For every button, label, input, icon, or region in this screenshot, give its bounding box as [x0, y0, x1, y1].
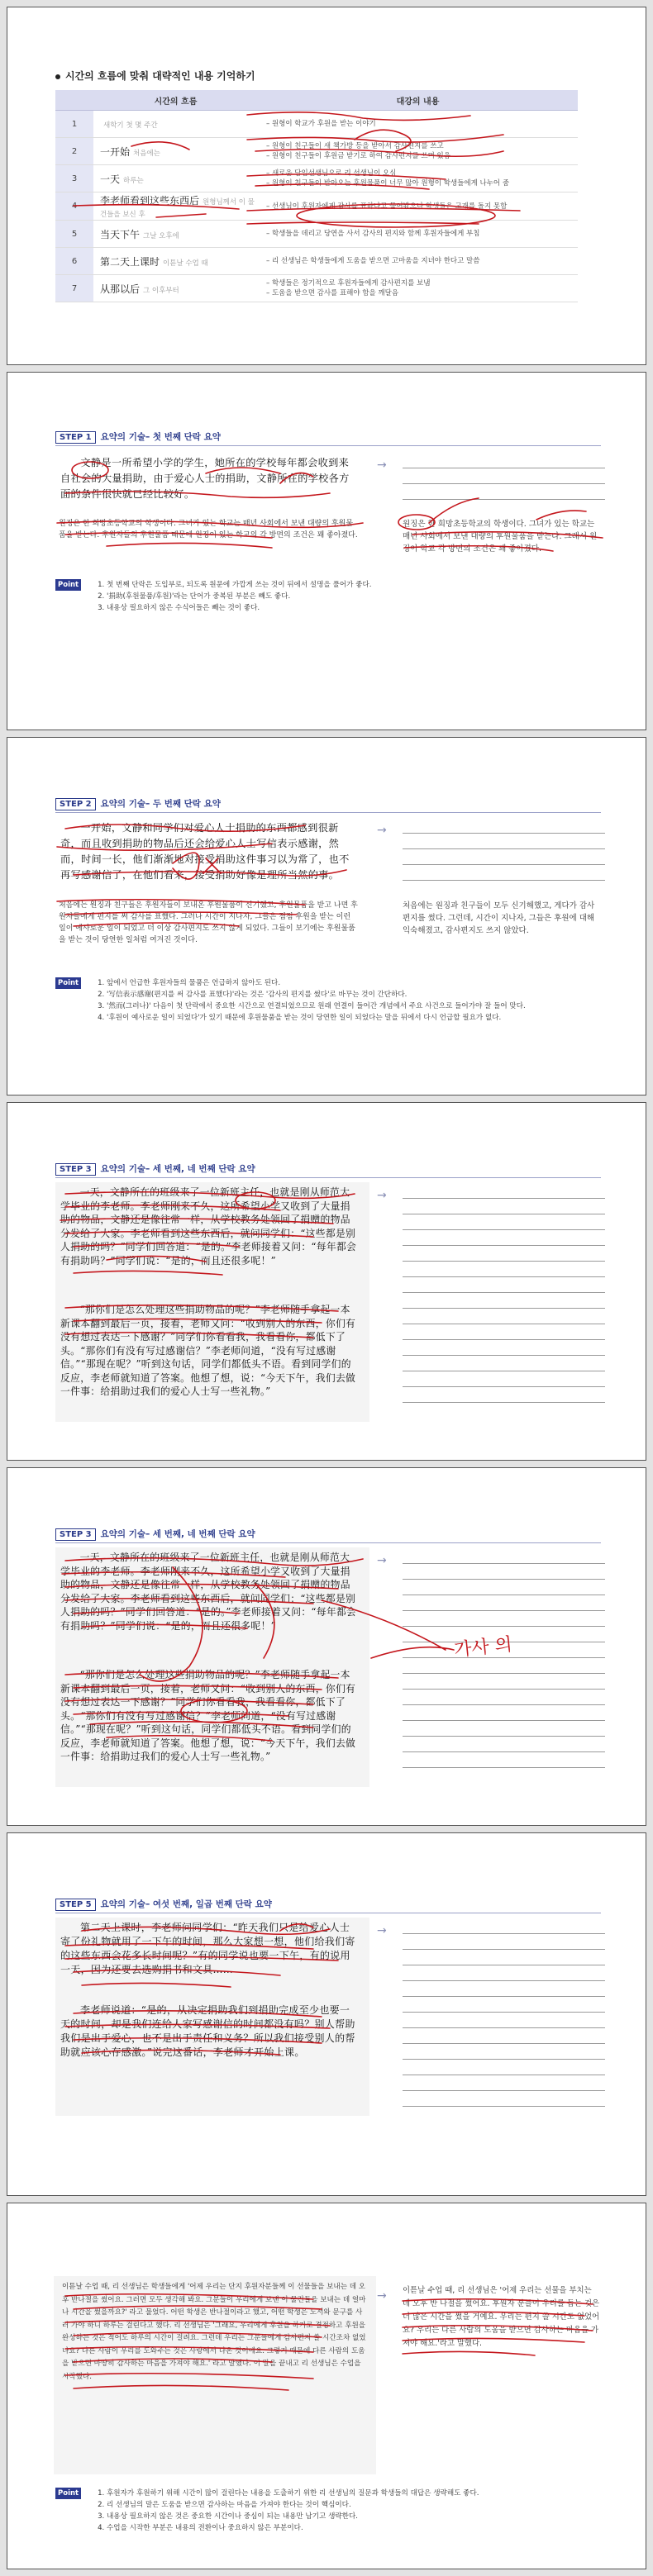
point-badge: Point — [55, 977, 81, 989]
content-line: – 원형이 친구들이 받아오는 후원물품이 너무 많아 원형이 학생들에게 나누어 줌 — [266, 179, 510, 188]
page-1-timeline — [7, 7, 646, 365]
content-line: – 학생들은 정기적으로 후원자들에게 감사편지를 보냄 — [266, 279, 431, 288]
step1-chinese-text: 文静是一所希望小学的学生，她所在的学校每年都会收到来自社会的大量捐助，由于爱心人士的捐助，文静所在的学校各方面的条件很快就已经比较好。 — [60, 457, 350, 500]
row-number: 6 — [55, 248, 93, 275]
writing-line — [403, 1245, 605, 1246]
step4-chinese-para2: “那你们是怎么处理这些捐助物品的呢？”李老师随手拿起一本新课本翻到最后一页，接着，老师又问：“收到别人的东西，你们有没有想过表达一下感谢？”同学们你看看我，我看看你，都低下了头。“那你们有没有写过感谢信？”李老师问道，“没有写过感谢信。”“那现在呢？”听到这句话，同学们都低头不语。看到同学们的反应，李老师就知道了答案。他想了想，说：“今天下午，我们去做一件事：给捐助过我们的爱心人士写一些礼物。” — [60, 1669, 356, 1762]
step1-title: 요약의 기술– 첫 번째 단락 요약 — [100, 432, 221, 442]
step3-arrow: → — [377, 1189, 387, 1202]
step2-badge: STEP 2 — [55, 798, 96, 810]
step5-chinese-para1: 第二天上课时，李老师问同学们：“昨天我们只是给爱心人士寄了份礼物就用了一下午的时间，那么大家想一想，他们给我们寄的这些东西会花多长时间呢？”有的同学说也要一下午，有的说用一天，因为还要去选购捐书和文具…… — [60, 1922, 355, 1975]
flow-korean: 그날 오후에 — [143, 231, 179, 240]
point-badge: Point — [55, 2488, 81, 2499]
timeline-row — [55, 165, 578, 192]
step4-title: 요약의 기술– 세 번째, 네 번째 단락 요약 — [100, 1529, 255, 1539]
step4-arrow: → — [377, 1554, 387, 1567]
step5-badge: STEP 5 — [55, 1899, 96, 1911]
writing-line — [403, 1736, 605, 1737]
content-line: – 원형이 학교가 후원을 받는 이야기 — [266, 120, 376, 128]
writing-line — [403, 1563, 605, 1564]
page7-korean-text: 이튿날 수업 때, 리 선생님은 학생들에게 '어제 우리는 단지 후원자분들께 이 선물들을 보내는 데 오후 반나절을 썼어요. 그러면 모두 생각해 봐요. 그분들이 우리에게 보낸 이 물건들을 보내는 데 얼마나 시간을 썼을까요?' 라고 물었다. 어떤 학생은 반나절이라고 했고, 어떤 학생은 도서와 문구를 사러 가야 하니 하루는 걸린다고 했다. 리 선생님은 '그래요, 우리에게 후원을 하기로 결정하고 후원을 완성하는 것은 적어도 하루의 시간이 걸려요. 그런데 우리는 그분들에게 감사편지 쓸 시간조차 없었나요? 다른 사람이 우리를 도와주는 것은 사랑에서 나온 것이에요. 그렇기 때문에 다른 사람의 도움을 받으면 마땅히 감사하는 마음을 가져야 해요.' 라고 말했다. 이 말을 끝내고 리 선생님은 수업을 시작했다. — [62, 2283, 366, 2381]
writing-line — [403, 1751, 605, 1752]
row-content — [258, 138, 578, 165]
writing-line — [403, 1657, 605, 1658]
page-2-step1 — [7, 372, 646, 730]
writing-line — [403, 2090, 605, 2091]
step1-badge: STEP 1 — [55, 431, 96, 444]
writing-line — [403, 2059, 605, 2060]
flow-chinese: 当天下午 — [100, 228, 141, 240]
step2-chinese-text: 一开始，文静和同学们对爱心人士捐助的东西都感到很新奇，而且收到捐助的物品后还会给爱心人士写信表示感谢，然而，时间一长，他们渐渐地对接受捐助这件事习以为常了，也不再写感谢信了，在他们看来，接受捐助好像是理所当然的事。 — [60, 822, 350, 881]
step3-badge: STEP 3 — [55, 1163, 96, 1176]
page7-points — [55, 2488, 593, 2534]
row-content — [258, 275, 578, 302]
content-line: – 원형이 친구들이 새 책가방 등을 받아서 감사편지를 쓰고 — [266, 142, 444, 150]
timeline-row — [55, 221, 578, 248]
row-content — [258, 111, 578, 138]
writing-line — [403, 1949, 605, 1950]
row-flow — [93, 111, 258, 138]
flow-korean: 그 이후부터 — [143, 286, 179, 295]
step1-arrow: → — [377, 459, 387, 472]
flow-korean: 원형님께서 이 물건들을 보신 후 — [100, 198, 255, 219]
step4-badge: STEP 3 — [55, 1528, 96, 1541]
writing-line — [403, 1198, 605, 1199]
writing-line — [403, 2012, 605, 2013]
flow-chinese: 李老师看到这些东西后 — [100, 195, 200, 207]
step2-korean-text: 처음에는 원징과 친구들은 후원자들이 보내온 후원물품이 신기했고, 후원물품을 받고 나면 후원자들에게 편지를 써 감사를 표했다. 그러나 시간이 지나자, 그들은 점점 후원을 받는 이런 일이 예사로운 일이 되었고 더 이상 감사편지도 쓰지 않게 되었다. 그들이 보기에는 후원물품을 받는 것이 당연한 일처럼 여겨진 것이다. — [59, 901, 358, 944]
flow-chinese: 一开始 — [100, 145, 131, 158]
point-item: 2. '写信表示感谢(편지를 써 감사를 표했다)'라는 것은 '감사의 편지를 썼다'로 바꾸는 것이 간단하다. — [107, 989, 593, 1000]
row-flow — [93, 165, 258, 192]
row-content — [258, 221, 578, 248]
flow-chinese: 第二天上课时 — [100, 255, 160, 268]
step1-answer: 원징은 한 희망초등학교의 학생이다. 그녀가 있는 학교는 매년 사회에서 보낸 대량의 후원물품을 받는다. 그래서 원징이 학교 각 방면의 조건은 꽤 좋아졌다. — [403, 520, 598, 554]
page-5-step3-annotated — [7, 1467, 646, 1826]
point-item: 2. '捐助(후원물품/후원)'라는 단어가 중복된 부분은 빼도 좋다. — [107, 591, 593, 602]
step3-header — [55, 1162, 255, 1176]
content-line: – 새로운 담임선생님으로 리 선생님이 오심 — [266, 169, 397, 178]
writing-line — [403, 1308, 605, 1309]
step2-arrow: → — [377, 824, 387, 837]
step3-title: 요약의 기술– 세 번째, 네 번째 단락 요약 — [100, 1164, 255, 1174]
step1-korean-text: 원징은 한 희망초등학교의 학생이다. 그녀가 있는 학교는 매년 사회에서 보낸 대량의 후원물품을 받는다. 후원자들의 후원물품 때문에 원징이 있는 학교의 각 방면의 조건은 꽤 좋아졌다. — [59, 520, 358, 539]
step2-answer: 처음에는 원징과 친구들이 모두 신기해했고, 게다가 감사편지를 썼다. 그런데, 시간이 지나자, 그들은 후원에 대해 익숙해졌고, 감사편지도 쓰지 않았다. — [403, 901, 595, 935]
writing-line — [403, 2106, 605, 2107]
step4-chinese-para1: 一天，文静所在的班级来了一位新班主任，也就是刚从师范大学毕业的李老师。李老师刚来不久，这所希望小学又收到了大量捐助的物品，文静还是像往常一样，从学校教务处领回了捐赠的物品分发给了大家。李老师看到这些东西后，就问同学们：“这些都是别人捐助的吗？”同学们回答道：“是的。”李老师接着又问：“每年都会有捐助吗？”同学们说：“是的，而且还很多呢！” — [60, 1552, 357, 1632]
flow-korean: 처음에는 — [133, 149, 160, 158]
row-number: 4 — [55, 192, 93, 221]
writing-line — [403, 1673, 605, 1674]
point-item: 4. 수업을 시작한 부분은 내용의 전환이나 중요하지 않은 부분이다. — [107, 2522, 593, 2534]
flow-korean: 하루는 — [123, 176, 144, 185]
writing-line — [403, 1579, 605, 1580]
flow-korean: 이튿날 수업 때 — [163, 259, 208, 268]
step1-rule — [55, 445, 601, 446]
point-item: 1. 후원자가 후원하기 위해 시간이 많이 걸린다는 내용을 도출하기 위한 리 선생님의 질문과 학생들의 대답은 생략해도 좋다. — [107, 2488, 593, 2499]
point-item: 1. 앞에서 언급한 후원자들의 물품은 언급하지 않아도 된다. — [107, 977, 593, 989]
row-flow — [93, 138, 258, 165]
point-item: 2. 리 선생님의 말은 도움을 받으면 감사하는 마음을 가져야 한다는 것이 핵심이다. — [107, 2499, 593, 2511]
step5-header — [55, 1898, 272, 1911]
row-flow — [93, 192, 258, 221]
timeline-row — [55, 111, 578, 138]
writing-line — [403, 1704, 605, 1705]
writing-line — [403, 1996, 605, 1997]
row-content — [258, 165, 578, 192]
row-number: 3 — [55, 165, 93, 192]
timeline-row — [55, 248, 578, 275]
row-flow — [93, 275, 258, 302]
writing-line — [403, 1339, 605, 1340]
row-flow — [93, 248, 258, 275]
row-number: 5 — [55, 221, 93, 248]
step2-points — [55, 977, 593, 1024]
row-number: 2 — [55, 138, 93, 165]
writing-line — [403, 1720, 605, 1721]
row-number: 7 — [55, 275, 93, 302]
row-content — [258, 248, 578, 275]
flow-korean: 새학기 첫 몇 주간 — [103, 121, 158, 130]
point-item: 3. '然而(그러나)' 다음이 첫 단락에서 중요한 시간으로 연결되었으므로 원래 연결이 들어간 개념에서 주요 사건으로 들어가야 잘 들어 맞다. — [107, 1000, 593, 1012]
content-line: – 도움을 받으면 감사를 표해야 함을 깨달음 — [266, 289, 399, 297]
step2-title: 요약의 기술– 두 번째 단락 요약 — [100, 799, 221, 809]
step5-chinese-para2: 李老师说道：“是的，从决定捐助我们到捐助完成至少也要一天的时间，却是我们连给人家写感谢信的时间都没有吗？别人帮助我们是出于爱心，也不是出于责任和义务？所以我们接受别人的帮助就应该心存感激。”说完这番话，李老师才开始上课。 — [60, 2004, 355, 2058]
writing-line — [403, 1610, 605, 1611]
writing-line — [403, 2027, 605, 2028]
step1-points — [55, 579, 593, 614]
content-line: – 학생들을 데리고 당연을 사서 감사의 편지와 함께 후원자들에게 부침 — [266, 230, 480, 238]
page7-answer: 이튿날 수업 때, 리 선생님은 '어제 우리는 선물을 부치는 데 오후 반 나절을 썼어요. 후원자 분들이 우리를 돕는 것은 더 많은 시간을 썼을 거예요. 우리는 편지 쓸 시간도 없었어요? 우리는 다른 사람의 도움을 받으면 감사하는 마음을 가져야 해요.'라고 말했다. — [403, 2286, 600, 2348]
content-line: – 원형이 친구들이 후원금 받기로 하여 감사편지를 쓰며 있음 — [266, 152, 450, 160]
writing-line — [403, 1767, 605, 1768]
timeline-row — [55, 138, 578, 165]
header-content: 대강의 내용 — [258, 90, 578, 111]
row-content — [258, 192, 578, 221]
writing-line — [403, 1933, 605, 1934]
step5-arrow: → — [377, 1924, 387, 1937]
writing-line — [403, 1386, 605, 1387]
timeline-row — [55, 192, 578, 221]
writing-line — [403, 1261, 605, 1262]
content-line: – 선생님이 후원자에게 감사를 표하나고 물어봤으나 학생들은 고개를 돌지 못함 — [266, 202, 508, 211]
page7-arrow: → — [377, 2289, 387, 2303]
step5-title: 요약의 기술– 여섯 번째, 일곱 번째 단락 요약 — [100, 1899, 272, 1909]
page-6-step5 — [7, 1832, 646, 2196]
step1-header — [55, 430, 221, 444]
page-4-step3 — [7, 1102, 646, 1461]
writing-line — [403, 1355, 605, 1356]
point-badge: Point — [55, 579, 81, 591]
writing-line — [403, 1402, 605, 1403]
writing-line — [403, 1626, 605, 1627]
point-item: 3. 내용상 필요하지 않은 수식어들은 빼는 것이 좋다. — [107, 602, 593, 614]
writing-line — [403, 1689, 605, 1690]
row-number: 1 — [55, 111, 93, 138]
timeline-table — [55, 90, 578, 302]
point-item: 1. 첫 번째 단락은 도입부로, 되도록 원문에 가깝게 쓰는 것이 뒤에서 설명을 풀어가 좋다. — [107, 579, 593, 591]
page-3-step2 — [7, 737, 646, 1096]
writing-line — [403, 2043, 605, 2044]
page-7-summary — [7, 2203, 646, 2569]
point-item: 4. '후원이 예사로운 일이 되었다'가 있기 때문에 후원물품을 받는 것이 당연한 일이 되었다는 말을 뒤에서 다시 언급할 필요가 없다. — [107, 1012, 593, 1024]
flow-chinese: 从那以后 — [100, 283, 141, 295]
step2-header — [55, 797, 221, 810]
content-line: – 리 선생님은 학생들에게 도움을 받으면 고마움을 지녀야 한다고 말씀 — [266, 257, 480, 265]
timeline-row — [55, 275, 578, 302]
step3-chinese-para1: 一天，文静所在的班级来了一位新班主任，也就是刚从师范大学毕业的李老师。李老师刚来不久，这所希望小学又收到了大量捐助的物品，文静还是像往常一样，从学校教务处领回了捐赠的物品分发给了大家。李老师看到这些东西后，就问同学们：“这些都是别人捐助的吗？”同学们回答道：“是的。”李老师接着又问：“每年都会有捐助吗？”同学们说：“是的，而且还很多呢！” — [60, 1186, 357, 1267]
row-flow — [93, 221, 258, 248]
writing-line — [403, 1292, 605, 1293]
writing-line — [403, 1229, 605, 1230]
step3-chinese-para2: “那你们是怎么处理这些捐助物品的呢？”李老师随手拿起一本新课本翻到最后一页，接着，老师又问：“收到别人的东西，你们有没有想过表达一下感谢？”同学们你看看我，我看看你，都低下了头。“那你们有没有写过感谢信？”李老师问道，“没有写过感谢信。”“那现在呢？”听到这句话，同学们都低头不语。看到同学们的反应，李老师就知道了答案。他想了想，说：“今天下午，我们去做一件事：给捐助过我们的爱心人士写一些礼物。” — [60, 1304, 356, 1397]
flow-chinese: 一天 — [100, 173, 121, 185]
timeline-title: 시간의 흐름에 맞춰 대략적인 내용 기억하기 — [55, 69, 255, 83]
writing-line — [403, 1276, 605, 1277]
header-flow: 시간의 흐름 — [93, 90, 258, 111]
step4-header — [55, 1528, 255, 1541]
handwritten-note: 가사 의 — [453, 1634, 514, 1661]
writing-line — [403, 1980, 605, 1981]
point-item: 3. 내용상 필요하지 않은 것은 중요한 시간이나 중심이 되는 내용만 남기고 생략한다. — [107, 2511, 593, 2522]
